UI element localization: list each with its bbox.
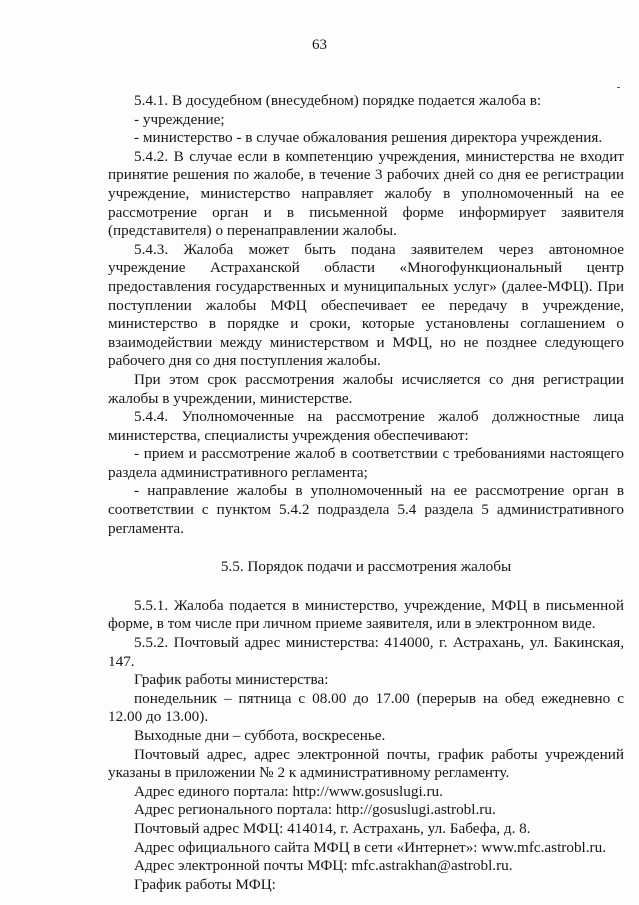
paragraph: 5.4.3. Жалоба может быть подана заявителем через автономное учреждение Астраханской области «Многофункциональный центр предоставления государственных и муниципальных услуг» (далее-МФЦ). При поступлении жалобы МФЦ обеспечивает ее передачу в учреждение, министерство в порядке и сроки, которые установлены соглашением о взаимодействии между министерством и МФЦ, но не позднее следующего рабочего дня со дня поступления жалобы. xyxy=(108,240,624,370)
paragraph: 5.5.2. Почтовый адрес министерства: 414000, г. Астрахань, ул. Бакинская, 147. xyxy=(108,634,624,670)
paragraph: Адрес официального сайта МФЦ в сети «Интернет»: www.mfc.astrobl.ru. xyxy=(134,838,607,856)
page-number: 63 xyxy=(312,37,327,53)
paragraph: - учреждение; xyxy=(134,110,225,128)
paragraph: Адрес регионального портала: http://gosuslugi.astrobl.ru. xyxy=(134,801,496,819)
section-5-5-text xyxy=(108,597,624,895)
paragraph: - министерство - в случае обжалования решения директора учреждения. xyxy=(134,129,603,147)
paragraph: понедельник – пятница с 08.00 до 17.00 (перерыв на обед ежедневно с 12.00 до 13.00). xyxy=(108,689,624,726)
paragraph: - прием и рассмотрение жалоб в соответствии с требованиями настоящего раздела административного регламента; xyxy=(108,445,624,481)
scan-artifact xyxy=(617,87,620,88)
paragraph: Адрес единого портала: http://www.gosuslugi.ru. xyxy=(134,782,443,800)
paragraph: 5.4.2. В случае если в компетенцию учреждения, министерства не входит принятие решения по жалобе, в течение 3 рабочих дней со дня ее регистрации учреждение, министерство направляет жалобу в уполномоченный на ее рассмотрение орган и в письменной форме информирует заявителя (представителя) о перенаправлении жалобы. xyxy=(108,147,624,240)
paragraph: 5.4.1. В досудебном (внесудебном) порядке подается жалоба в: xyxy=(134,92,542,109)
paragraph: 5.4.4. Уполномоченные на рассмотрение жалоб должностные лица министерства, специалисты учреждения обеспечивают: xyxy=(108,408,624,444)
paragraph: Выходные дни – суббота, воскресенье. xyxy=(134,727,386,744)
paragraph: 5.5.1. Жалоба подается в министерство, учреждение, МФЦ в письменной форме, в том числе при личном приеме заявителя, или в электронном виде. xyxy=(108,596,624,633)
paragraph: Почтовый адрес, адрес электронной почты, график работы учреждений указаны в приложении № 2 к административному регламенту. xyxy=(108,745,624,782)
section-5-4-text xyxy=(108,92,624,538)
paragraph: График работы МФЦ: xyxy=(134,875,276,893)
paragraph: График работы министерства: xyxy=(134,671,329,689)
document-body xyxy=(108,92,624,894)
paragraph: - направление жалобы в уполномоченный на ее рассмотрение орган в соответствии с пунктом 5.4.2 подраздела 5.4 раздела 5 административного регламента. xyxy=(108,482,624,537)
section-heading: 5.5. Порядок подачи и рассмотрения жалобы xyxy=(220,558,512,576)
paragraph: Адрес электронной почты МФЦ: mfc.astrakhan@astrobl.ru. xyxy=(134,857,513,875)
paragraph: При этом срок рассмотрения жалобы исчисляется со дня регистрации жалобы в учреждении, министерстве. xyxy=(108,370,624,407)
paragraph: Почтовый адрес МФЦ: 414014, г. Астрахань, ул. Бабефа, д. 8. xyxy=(134,819,531,837)
